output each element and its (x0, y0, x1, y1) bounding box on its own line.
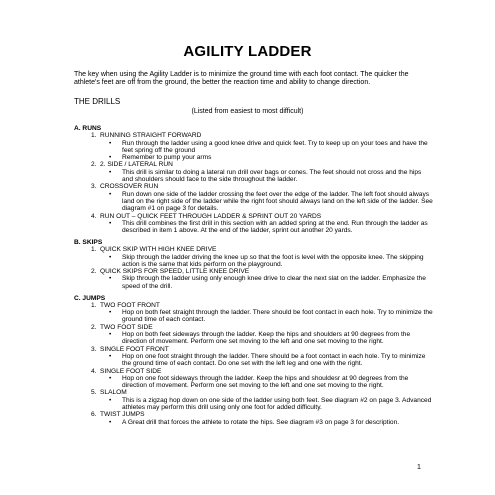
bullet-icon: • (109, 139, 112, 147)
drill-number: 2. (91, 323, 97, 331)
section-heading: A. RUNS (74, 125, 102, 132)
bullet-text: Hop on one foot sideways through the ladder. Keep the hips and shouldesr at 90 degrees from the direction of movement. Perform one set moving to the left and one set moving to the right. (122, 374, 409, 390)
drill-title: RUN OUT – QUICK FEET THROUGH LADDER & SPRINT OUT 20 YARDS (100, 212, 322, 220)
drill-number: 1. (91, 132, 97, 140)
drill-number: 3. (91, 183, 97, 191)
listed-note: (Listed from easiest to most difficult) (191, 108, 304, 115)
bullet-icon: • (109, 253, 112, 261)
drill-item (74, 132, 433, 139)
drill-bullet (74, 254, 433, 269)
drill-item (74, 183, 433, 190)
drill-bullet (74, 397, 433, 412)
bullet-text: This drill combines the first drill in this section with an added spring at the end. Run through the ladder as described in item 1 above. At the end of the ladder, sprint out another 20 yards. (122, 219, 428, 235)
bullet-text: A Great drill that forces the athlete to rotate the hips. See diagram #3 on page 3 for description. (122, 418, 400, 426)
drill-bullet (74, 353, 433, 368)
drill-bullet (74, 191, 433, 213)
bullet-icon: • (109, 154, 112, 162)
drill-bullet (74, 375, 433, 390)
section-heading: C. JUMPS (74, 294, 106, 302)
drill-number: 5. (91, 389, 97, 397)
page-number: 1 (417, 464, 421, 471)
drill-title: SLALOM (100, 389, 127, 397)
bullet-text: Remember to pump your arms (122, 154, 212, 162)
bullet-icon: • (109, 418, 112, 426)
bullet-text: Skip through the ladder driving the knee up so that the foot is level with the opposite knee. The skipping action is the same that kids perform on the playground. (122, 253, 424, 268)
drill-bullet (74, 140, 433, 155)
drill-bullet (74, 419, 433, 426)
drill-title: SINGLE FOOT SIDE (100, 367, 162, 375)
drill-item (74, 389, 433, 396)
drill-title: RUNNING STRAIGHT FORWARD (100, 132, 202, 140)
drill-bullet (74, 275, 433, 290)
bullet-text: This drill is similar to doing a lateral run drill over bags or cones. The feet should not cross and the hips and shoulders should face to the side throughout the ladder. (122, 168, 422, 184)
drill-item (74, 268, 433, 275)
bullet-icon: • (109, 331, 112, 339)
drill-title: SINGLE FOOT FRONT (100, 345, 169, 353)
drill-number: 1. (91, 246, 97, 254)
bullet-text: This is a zigzag hop down on one side of the ladder using both feet. See diagram #2 on page 3. Advanced athletes may perform this drill using only one foot for added difficulty. (122, 396, 432, 411)
drill-item (74, 368, 433, 375)
bullet-text: Hop on both feet straight through the ladder. There should be foot contact in each hole. Try to minimize the ground time of each contact. (122, 309, 433, 324)
drill-title: CROSSOVER RUN (100, 183, 159, 191)
drill-title: QUICK SKIP WITH HIGH KNEE DRIVE (100, 246, 217, 254)
drill-item (74, 213, 433, 220)
drill-number: 2. (91, 268, 97, 276)
drill-title: QUICK SKIPS FOR SPEED, LITTLE KNEE DRIVE (100, 268, 250, 276)
drill-item (74, 246, 433, 253)
bullet-icon: • (109, 275, 112, 283)
drill-bullet (74, 169, 433, 184)
drill-number: 1. (91, 301, 97, 309)
bullet-text: Hop on both feet sideways through the ladder. Keep the hips and shoulders at 90 degrees from the direction of movement. Perform one set moving to the left and one set moving to the right. (122, 331, 411, 346)
drill-number: 6. (91, 411, 97, 419)
bullet-icon: • (109, 168, 112, 176)
drill-number: 2. (91, 161, 97, 169)
drill-title: 2. SIDE / LATERAL RUN (100, 161, 173, 169)
drill-title: TWO FOOT FRONT (100, 301, 160, 309)
drill-title: TWO FOOT SIDE (100, 323, 153, 331)
drill-bullet (74, 331, 433, 346)
page-title: AGILITY LADDER (183, 43, 312, 60)
bullet-text: Skip through the ladder using only enough knee drive to clear the next slat on the ladder. Emphasize the speed of the drill. (122, 275, 426, 290)
bullet-icon: • (109, 352, 112, 360)
intro-paragraph: The key when using the Agility Ladder is to minimize the ground time with each foot contact. The quicker the athlete's feet are off from the ground, the better the reaction time and ability to change direction. (74, 71, 409, 87)
drill-item (74, 411, 433, 418)
drills-heading: THE DRILLS (74, 97, 121, 106)
drill-item (74, 346, 433, 353)
drill-item (74, 324, 433, 331)
bullet-icon: • (109, 396, 112, 404)
bullet-text: Run down one side of the ladder crossing the feet over the edge of the ladder. The left foot should always land on the right side of the ladder while the right foot should always land on the left side of the ladder. See diagram #1 on page 3 for details. (122, 190, 433, 213)
bullet-text: Hop on one foot straight through the ladder. There should be a foot contact in each hole. Try to minimize the ground time of each contact. Do one set with the left leg and one with the right. (122, 352, 426, 368)
drill-item (74, 302, 433, 309)
bullet-icon: • (109, 190, 112, 198)
drill-bullet (74, 220, 433, 235)
drill-number: 4. (91, 212, 97, 220)
drill-number: 4. (91, 367, 97, 375)
bullet-icon: • (109, 309, 112, 317)
bullet-text: Run through the ladder using a good knee drive and quick feet. Try to keep up on your toes and have the feet spring off the ground (122, 139, 428, 154)
drill-item (74, 161, 433, 168)
bullet-icon: • (109, 219, 112, 227)
drill-bullet (74, 309, 433, 324)
drill-number: 3. (91, 345, 97, 353)
drill-list (74, 122, 433, 426)
drill-bullet (74, 154, 433, 161)
section-heading: B. SKIPS (74, 238, 103, 246)
drill-title: TWIST JUMPS (100, 411, 145, 419)
bullet-icon: • (109, 374, 112, 382)
